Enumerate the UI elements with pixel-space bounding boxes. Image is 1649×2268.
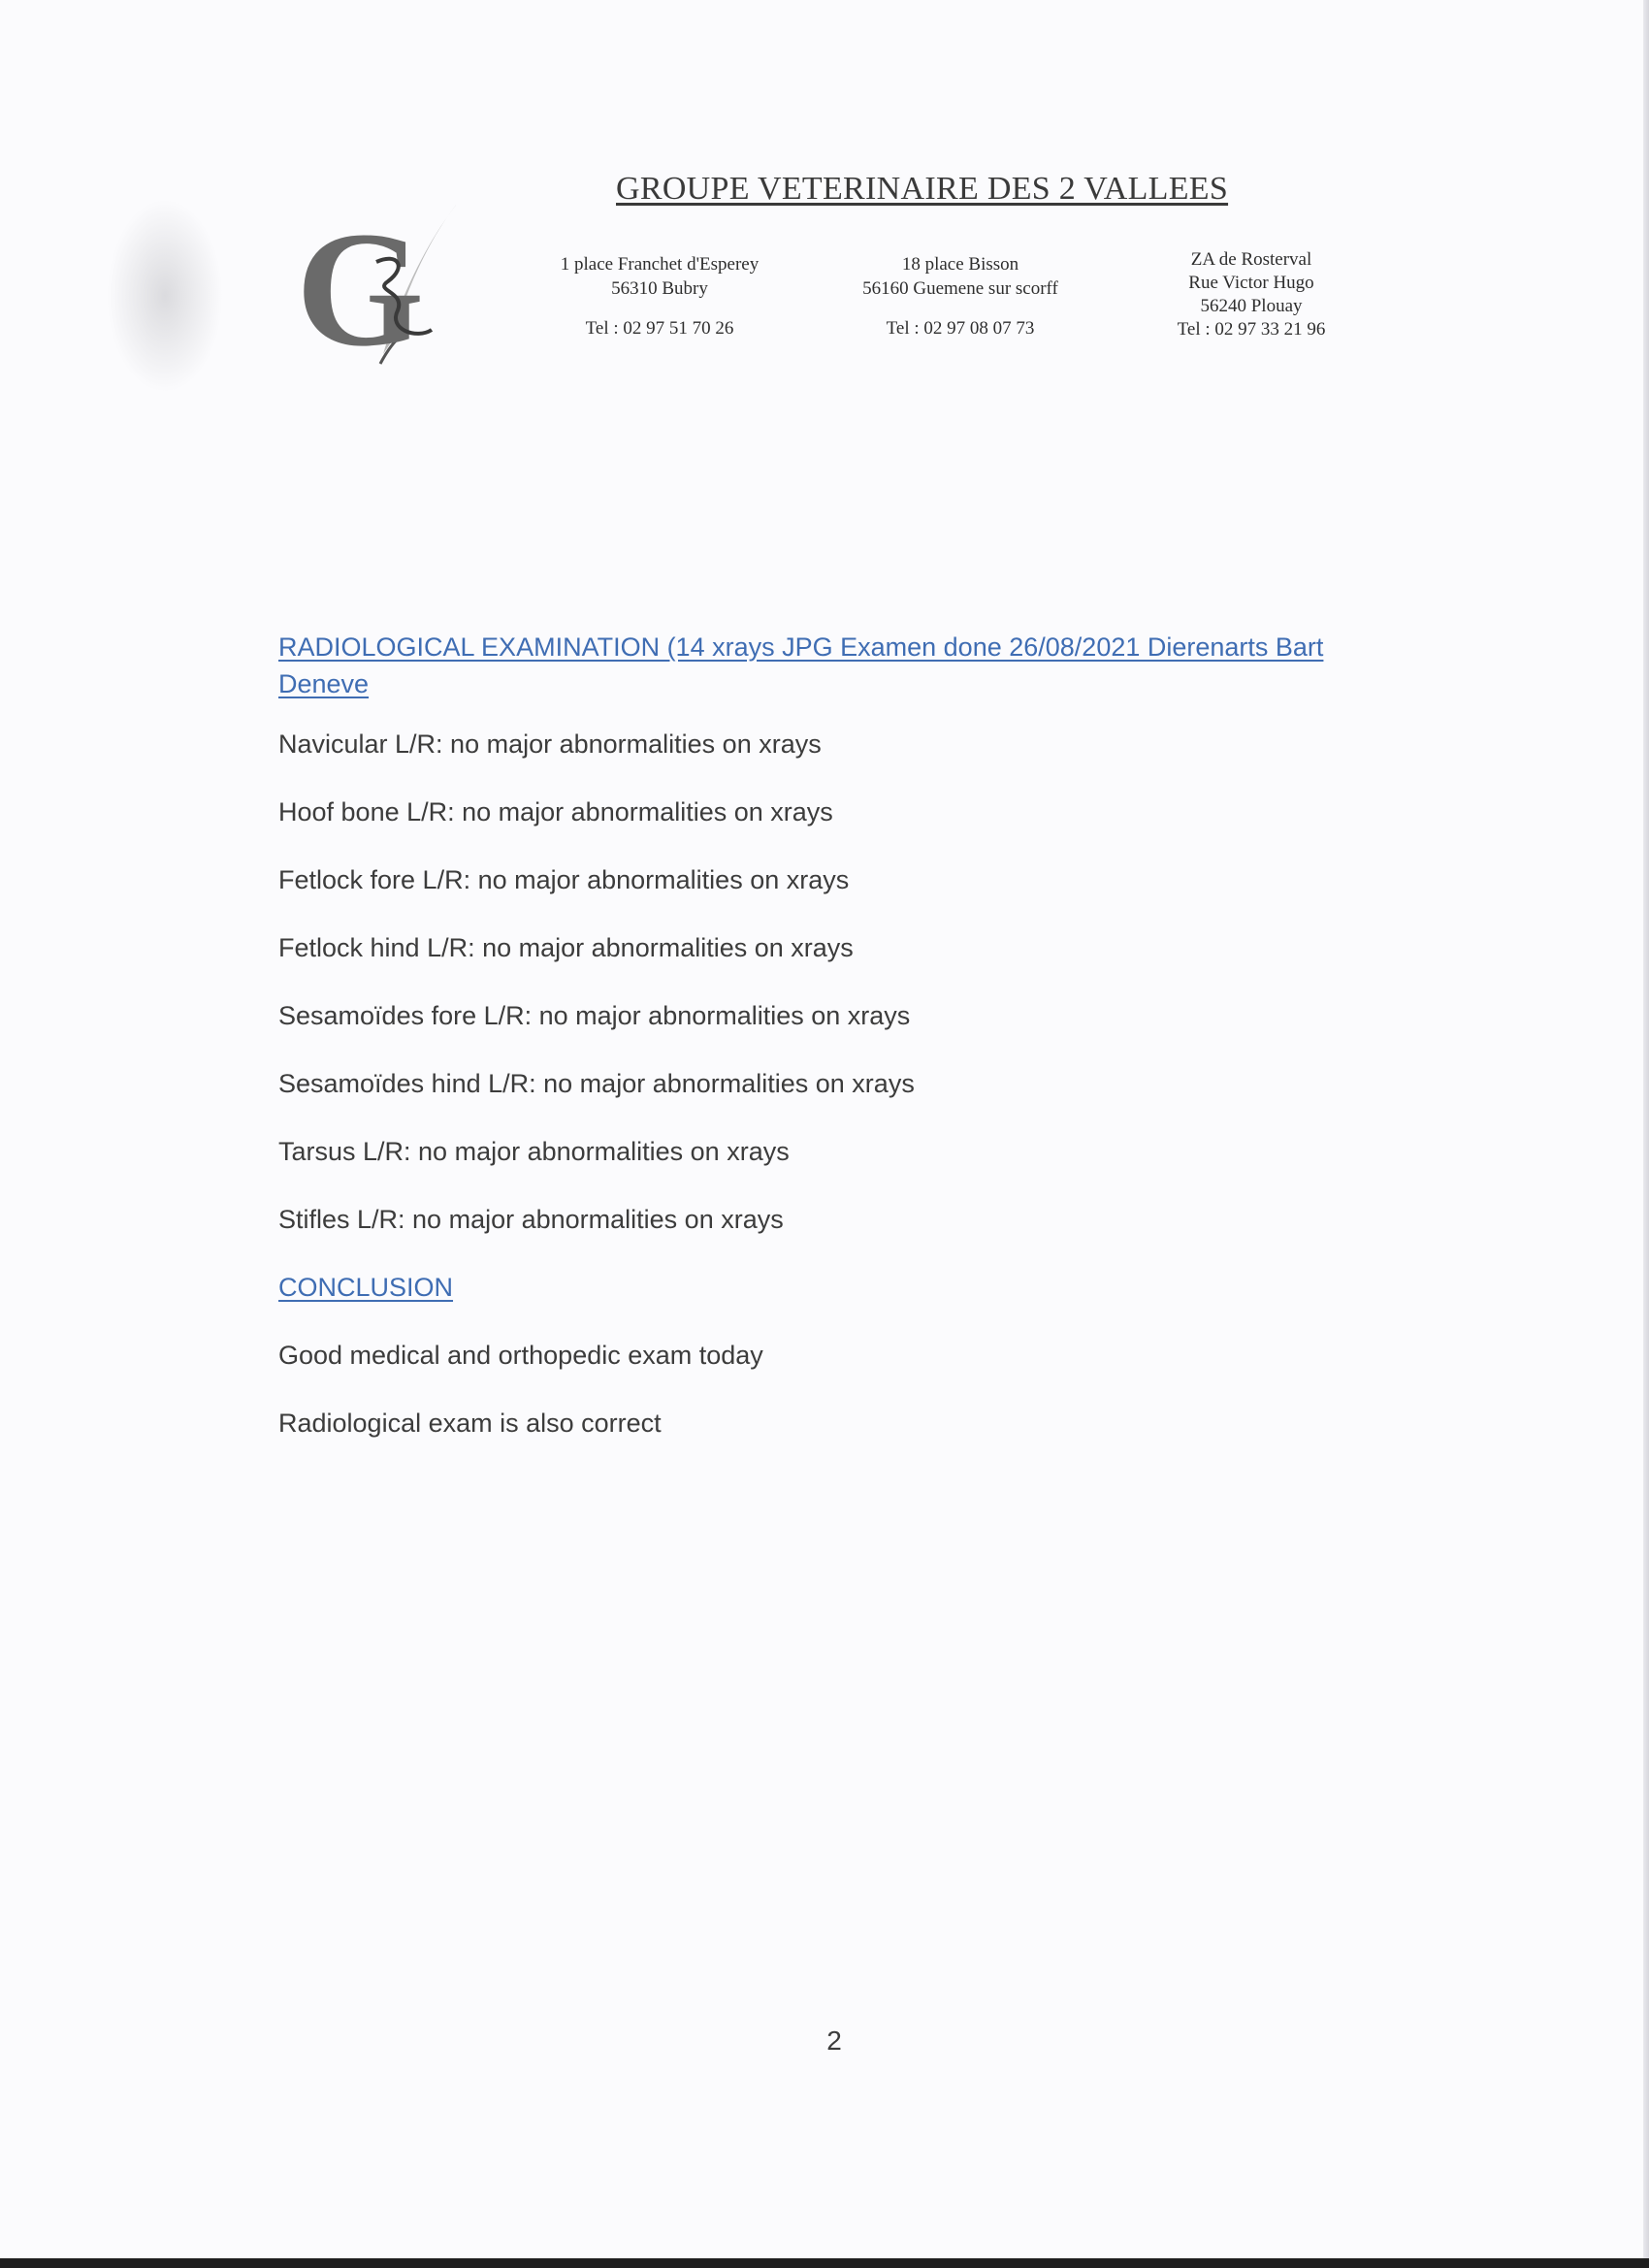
address-line: ZA de Rosterval [1190,249,1312,270]
finding-navicular: Navicular L/R: no major abnormalities on xrays [278,729,822,759]
page-number: 2 [826,2025,842,2056]
scan-edge [1643,0,1649,2268]
finding-tarsus: Tarsus L/R: no major abnormalities on xrays [278,1137,790,1166]
radiology-section-title: RADIOLOGICAL EXAMINATION (14 xrays JPG Examen done 26/08/2021 Dierenarts Bart Deneve [278,632,1324,698]
conclusion-medical: Good medical and orthopedic exam today [278,1341,763,1370]
finding-stifles: Stifles L/R: no major abnormalities on xrays [278,1205,784,1234]
address-line: 18 place Bisson [901,254,1019,275]
finding-fetlock-fore: Fetlock fore L/R: no major abnormalities on xrays [278,865,850,894]
address-line: 1 place Franchet d'Esperey [560,254,760,275]
address-line: 56240 Plouay [1200,296,1303,316]
phone-number: Tel : 02 97 33 21 96 [1177,319,1326,340]
logo-letter: G [296,198,425,378]
address-line: 56160 Guemene sur scorff [862,278,1058,299]
office-address-bubry [543,252,776,340]
phone-number: Tel : 02 97 51 70 26 [585,318,734,339]
finding-fetlock-hind: Fetlock hind L/R: no major abnormalities on xrays [278,933,854,962]
findings-list [278,726,1355,1269]
office-address-guemene [844,252,1077,340]
office-address-plouay [1140,248,1363,341]
report-body [278,629,1355,1473]
scan-smudge [107,199,223,393]
conclusion-title: CONCLUSION [278,1273,454,1302]
phone-number: Tel : 02 97 08 07 73 [886,318,1035,339]
finding-sesamoides-fore: Sesamoïdes fore L/R: no major abnormalities on xrays [278,1001,911,1030]
clinic-name: GROUPE VETERINAIRE DES 2 VALLEES [616,171,1229,207]
scan-bottom-edge [0,2258,1649,2268]
address-line: 56310 Bubry [611,278,708,299]
clinic-logo [291,194,456,378]
conclusion-radiological: Radiological exam is also correct [278,1409,662,1438]
finding-hoof-bone: Hoof bone L/R: no major abnormalities on xrays [278,797,833,826]
finding-sesamoides-hind: Sesamoïdes hind L/R: no major abnormalities on xrays [278,1069,915,1098]
address-line: Rue Victor Hugo [1188,273,1314,293]
